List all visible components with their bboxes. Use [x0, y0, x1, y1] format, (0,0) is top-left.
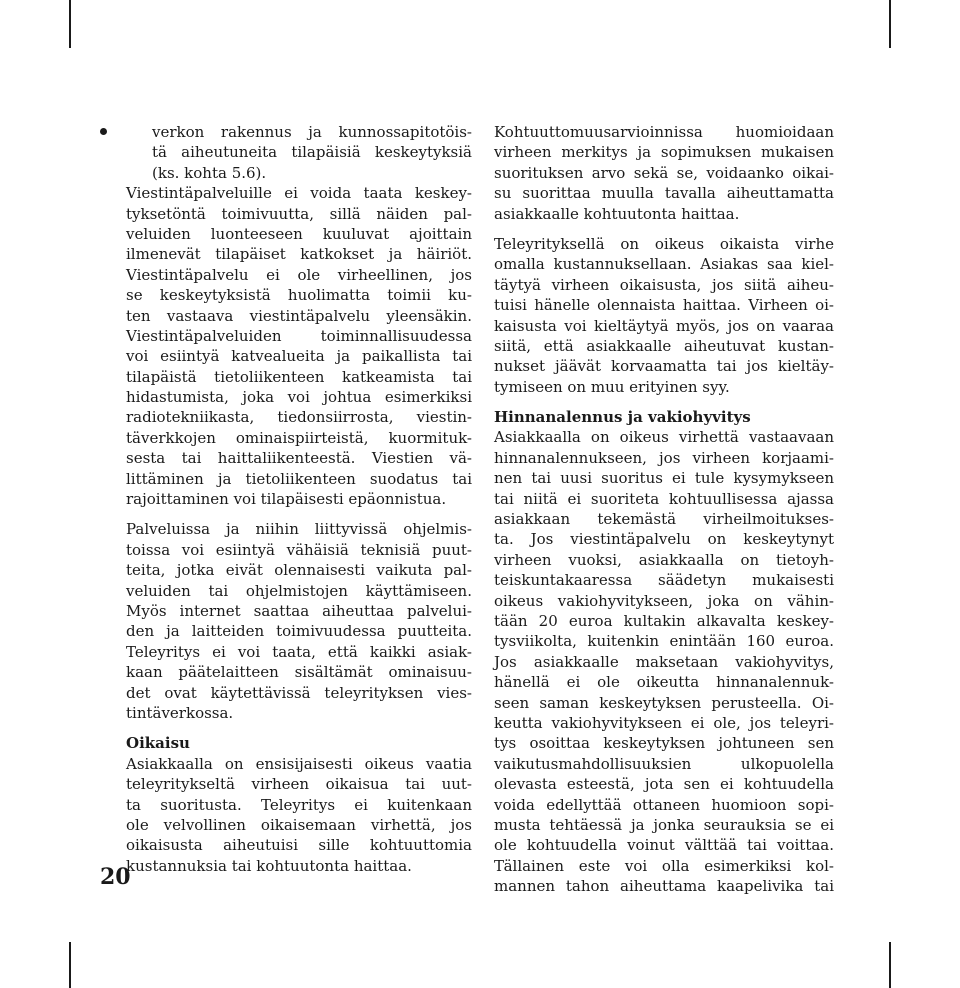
text-line: oikaisusta aiheutuisi sille kohtuuttomia [126, 836, 472, 855]
text-line: su suorittaa muulla tavalla aiheuttamatta [494, 184, 834, 203]
text-line: teita, jotka eivät olennaisesti vaikuta pal- [126, 561, 472, 580]
text-line: keutta vakiohyvitykseen ei ole, jos teleyri- [494, 713, 834, 732]
text-line: tään 20 euroa kultakin alkavalta keskey- [494, 611, 834, 630]
text-line: ilmenevät tilapäiset katkokset ja häiriöt. [126, 245, 472, 264]
text-line: suorituksen arvo sekä se, voidaanko oikai- [494, 163, 834, 182]
bullet-dot-icon [100, 128, 107, 135]
text-line: hidastumista, joka voi johtua esimerkiksi [126, 388, 472, 407]
text-line: Asiakkaalla on ensisijaisesti oikeus vaatia [126, 754, 472, 773]
text-line: tä aiheutuneita tilapäisiä keskeytyksiä [152, 143, 472, 162]
page-number: 20 [100, 864, 131, 890]
text-line: oikeus vakiohyvitykseen, joka on vähin- [494, 591, 834, 610]
text-line: tysviikolta, kuitenkin enintään 160 euroa. [494, 632, 834, 651]
text-line: voi esiintyä katvealueita ja paikallista tai [126, 347, 472, 366]
crop-mark-top-left [69, 0, 71, 48]
text-line: seen saman keskeytyksen perusteella. Oi- [494, 693, 834, 712]
text-line: det ovat käytettävissä teleyrityksen vies- [126, 683, 472, 702]
text-line: veluiden luonteeseen kuuluvat ajoittain [126, 224, 472, 243]
text-line: vaikutusmahdollisuuksien ulkopuolella [494, 754, 834, 773]
text-line: veluiden tai ohjelmistojen käyttämiseen. [126, 581, 472, 600]
crop-mark-top-right [889, 0, 891, 48]
text-line: nukset jäävät korvaamatta tai jos kieltäy- [494, 357, 834, 376]
text-line: kaan päätelaitteen sisältämät ominaisuu- [126, 663, 472, 682]
text-line: ole velvollinen oikaisemaan virhettä, jos [126, 815, 472, 834]
text-line: Kohtuuttomuusarvioinnissa huomioidaan [494, 123, 834, 141]
text-line: verkon rakennus ja kunnossapitotöis- [152, 123, 472, 141]
right-column [494, 122, 834, 896]
text-line: hänellä ei ole oikeutta hinnanalennuk- [494, 673, 834, 692]
text-line: asiakkaalle kohtuutonta haittaa. [494, 204, 740, 223]
text-line: omalla kustannuksellaan. Asiakas saa kiel- [494, 255, 834, 274]
bullet-list-item [100, 122, 472, 183]
crop-mark-bottom-left [69, 942, 71, 988]
text-line: Asiakkaalla on oikeus virhettä vastaavaan [494, 428, 834, 447]
text-line: nen tai uusi suoritus ei tule kysymykseen [494, 469, 834, 488]
text-line: Viestintäpalveluiden toiminnallisuudessa [126, 326, 472, 345]
text-line: tyksetöntä toimivuutta, sillä näiden pal- [126, 204, 472, 223]
paragraph-oikaisu [126, 754, 472, 876]
text-line: asiakkaan tekemästä virheilmoitukses- [494, 510, 834, 529]
text-line: tymiseen on muu erityinen syy. [494, 377, 730, 396]
text-line: siitä, että asiakkaalle aiheutuvat kustan- [494, 336, 834, 355]
text-line: virheen vuoksi, asiakkaalla on tietoyh- [494, 550, 834, 569]
text-line: (ks. kohta 5.6). [152, 163, 267, 182]
text-line: tuisi hänelle olennaista haittaa. Virheen oi- [494, 296, 834, 315]
text-line: tys osoittaa keskeytyksen johtuneen sen [494, 734, 834, 753]
text-line: Teleyrityksellä on oikeus oikaista virhe [494, 234, 834, 253]
paragraph-unreasonableness [494, 122, 834, 224]
left-column [126, 122, 472, 876]
text-line: den ja laitteiden toimivuudessa puutteita. [126, 622, 472, 641]
text-line: teleyritykseltä virheen oikaisua tai uut- [126, 775, 472, 794]
text-line: hinnanalennukseen, jos virheen korjaami- [494, 448, 834, 467]
text-line: täverkkojen ominaispiirteistä, kuormituk- [126, 428, 472, 447]
text-line: se keskeytyksistä huolimatta toimii ku- [126, 286, 472, 305]
text-line: kustannuksia tai kohtuutonta haittaa. [126, 856, 412, 875]
heading-oikaisu: Oikaisu [126, 734, 190, 753]
paragraph-right-to-correct [494, 234, 834, 397]
text-line: tintäverkossa. [126, 703, 234, 722]
paragraph-price-reduction [494, 427, 834, 896]
text-line: kaisusta voi kieltäytyä myös, jos on vaaraa [494, 316, 834, 335]
text-line: Teleyritys ei voi taata, että kaikki asiak- [126, 642, 472, 661]
text-line: littäminen ja tietoliikenteen suodatus tai [126, 469, 472, 488]
text-line: ta. Jos viestintäpalvelu on keskeytynyt [494, 530, 834, 549]
text-line: täytyä virheen oikaisusta, jos siitä aiheu- [494, 275, 834, 294]
text-line: musta tehtäessä ja jonka seurauksia se ei [494, 815, 834, 834]
text-line: toissa voi esiintyä vähäisiä teknisiä puut- [126, 540, 472, 559]
text-line: Jos asiakkaalle maksetaan vakiohyvitys, [494, 652, 834, 671]
crop-mark-bottom-right [889, 942, 891, 988]
text-line: olevasta esteestä, jota sen ei kohtuudella [494, 775, 834, 794]
text-line: Viestintäpalvelu ei ole virheellinen, jos [126, 265, 472, 284]
bullet-text [152, 122, 472, 183]
text-line: teiskuntakaaressa säädetyn mukaisesti [494, 571, 834, 590]
text-line: Tällainen este voi olla esimerkiksi kol- [494, 856, 834, 875]
heading-hinnanalennus: Hinnanalennus ja vakiohyvitys [494, 408, 751, 427]
text-line: rajoittaminen voi tilapäisesti epäonnistua. [126, 490, 447, 509]
text-line: sesta tai haittaliikenteestä. Viestien vä- [126, 449, 472, 468]
text-line: Viestintäpalveluille ei voida taata keskey- [126, 184, 472, 203]
text-line: Palveluissa ja niihin liittyvissä ohjelmis- [126, 520, 472, 539]
text-line: ten vastaava viestintäpalvelu yleensäkin. [126, 306, 472, 325]
text-line: tilapäistä tietoliikenteen katkeamista tai [126, 367, 472, 386]
text-line: ole kohtuudella voinut välttää tai voittaa. [494, 836, 834, 855]
text-line: Myös internet saattaa aiheuttaa palvelui- [126, 601, 472, 620]
paragraph-software-defects [126, 519, 472, 723]
paragraph-availability [126, 183, 472, 509]
text-line: virheen merkitys ja sopimuksen mukaisen [494, 143, 834, 162]
text-line: radiotekniikasta, tiedonsiirrosta, viestin- [126, 408, 472, 427]
text-line: mannen tahon aiheuttama kaapelivika tai [494, 877, 834, 896]
text-line: ta suoritusta. Teleyritys ei kuitenkaan [126, 795, 472, 814]
text-line: voida edellyttää ottaneen huomioon sopi- [494, 795, 834, 814]
text-line: tai niitä ei suoriteta kohtuullisessa ajassa [494, 489, 834, 508]
